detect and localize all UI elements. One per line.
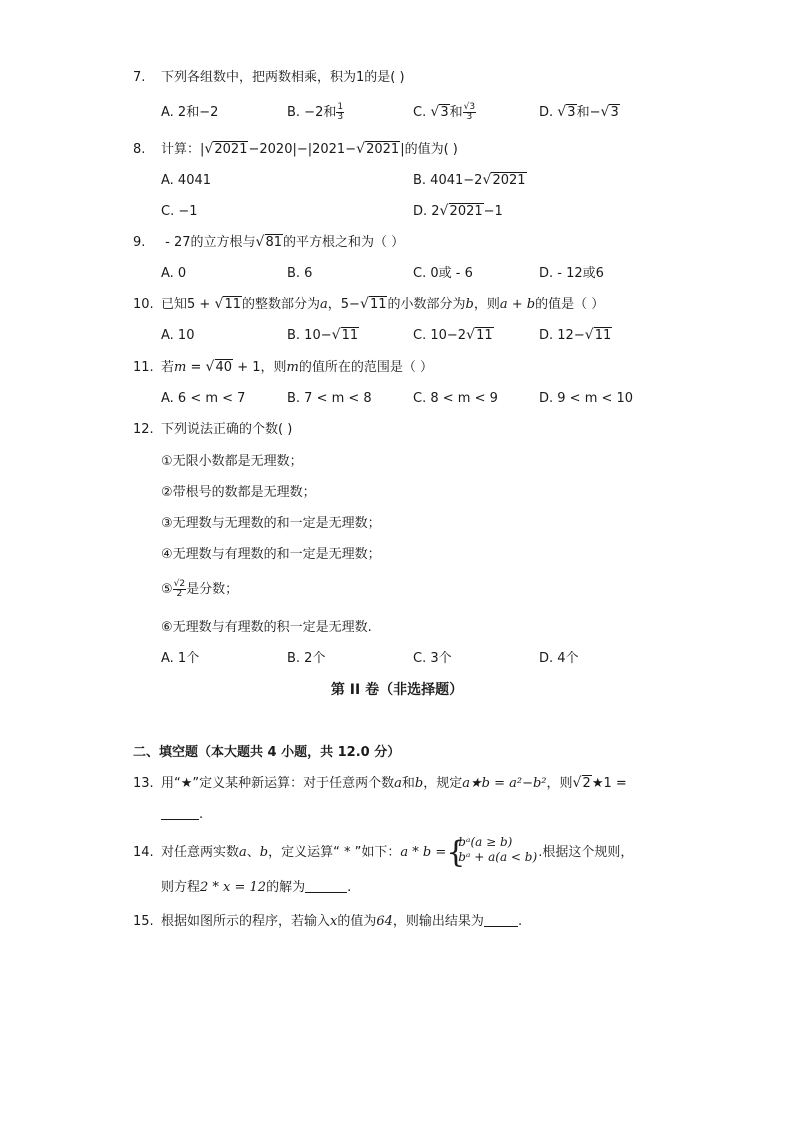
option-c[interactable]: C. 0或 - 6: [413, 266, 473, 281]
question-12: 12. 下列说法正确的个数( ): [133, 422, 293, 437]
option-a[interactable]: A. 10: [161, 328, 195, 343]
question-8-options-row-2: [161, 202, 681, 222]
statement-1: ①无限小数都是无理数；: [161, 454, 303, 469]
option-d[interactable]: D. 9 < m < 10: [539, 391, 634, 406]
option-b[interactable]: B. 6: [287, 266, 313, 281]
question-8-options-row-1: [161, 171, 681, 191]
question-11: 11. 若m = √ 40 + 1，则m的值所在的范围是（ ）: [133, 359, 433, 375]
option-c[interactable]: C. −1: [161, 204, 198, 219]
question-7: 7. 下列各组数中，把两数相乘，积为1的是( ): [133, 70, 405, 85]
option-a[interactable]: A. 6 < m < 7: [161, 391, 246, 406]
option-a[interactable]: A. 4041: [161, 173, 212, 188]
question-7-options: [161, 103, 681, 123]
option-b[interactable]: B. 7 < m < 8: [287, 391, 372, 406]
option-c[interactable]: C. 10−2 √ 11: [413, 327, 493, 343]
option-d[interactable]: D. √ 3和− √ 3: [539, 104, 619, 120]
option-b[interactable]: B. 10− √ 11: [287, 327, 359, 343]
option-b[interactable]: B. −2和 $\frac{1}{3}$: [287, 102, 344, 122]
option-a[interactable]: A. 0: [161, 266, 187, 281]
section-title: 第 II 卷（非选择题）: [330, 682, 464, 698]
option-d[interactable]: D. 2 √ 2021−1: [413, 203, 503, 219]
option-c[interactable]: C. √ 3和 $\frac{√3}{3}$: [413, 102, 476, 122]
question-13-answer-line[interactable]: .: [161, 805, 203, 825]
question-14-line-2: 则方程2 * x = 12的解为 .: [161, 880, 352, 895]
answer-blank[interactable]: [484, 912, 518, 927]
question-15: 15. 根据如图所示的程序，若输入x的值为64，则输出结果为 .: [133, 914, 523, 929]
piecewise-definition: { bᵃ(a ≥ b) bᵃ + a(a < b): [446, 835, 538, 870]
question-8: 8. 计算：| √ 2021−2020|−|2021− √ 2021|的值为( ): [133, 141, 458, 157]
question-10: 10. 已知5 + √ 11的整数部分为a，5− √ 11的小数部分为b，则a + b的值是（ ）: [133, 296, 605, 312]
option-a[interactable]: A. 1个: [161, 651, 200, 666]
question-13: 13. 用“★”定义某种新运算：对于任意两个数a和b，规定a★b = a²−b²，则 √ 2★1 =: [133, 775, 627, 791]
option-d[interactable]: D. 4个: [539, 651, 579, 666]
question-9: 9. - 27的立方根与 √ 81的平方根之和为（ ）: [133, 234, 405, 250]
option-d[interactable]: D. - 12或6: [539, 266, 604, 281]
statement-6: ⑥无理数与有理数的积一定是无理数.: [161, 620, 372, 635]
statement-5: ⑤ $\frac{√2}{2}$ 是分数；: [161, 579, 239, 599]
answer-blank: [161, 805, 199, 820]
fill-in-heading: 二、填空题（本大题共 4 小题，共 12.0 分）: [133, 745, 401, 760]
option-b[interactable]: B. 4041−2 √ 2021: [413, 172, 526, 188]
option-c[interactable]: C. 8 < m < 9: [413, 391, 498, 406]
option-a[interactable]: A. 2和−2: [161, 105, 219, 120]
statement-3: ③无理数与无理数的和一定是无理数；: [161, 516, 381, 531]
option-b[interactable]: B. 2个: [287, 651, 326, 666]
question-14: 14. 对任意两实数a、b，定义运算“ * ”如下：a * b = { bᵃ(a ≥ b) bᵃ + a(a < b) .根据这个规则，: [133, 835, 634, 870]
question-11-options: [161, 389, 681, 409]
question-9-options: [161, 264, 681, 284]
option-d[interactable]: D. 12− √ 11: [539, 327, 612, 343]
statement-2: ②带根号的数都是无理数；: [161, 485, 316, 500]
question-12-options: [161, 649, 681, 669]
statement-4: ④无理数与有理数的和一定是无理数；: [161, 547, 381, 562]
answer-blank[interactable]: [305, 878, 347, 893]
option-c[interactable]: C. 3个: [413, 651, 452, 666]
question-10-options: [161, 326, 681, 346]
